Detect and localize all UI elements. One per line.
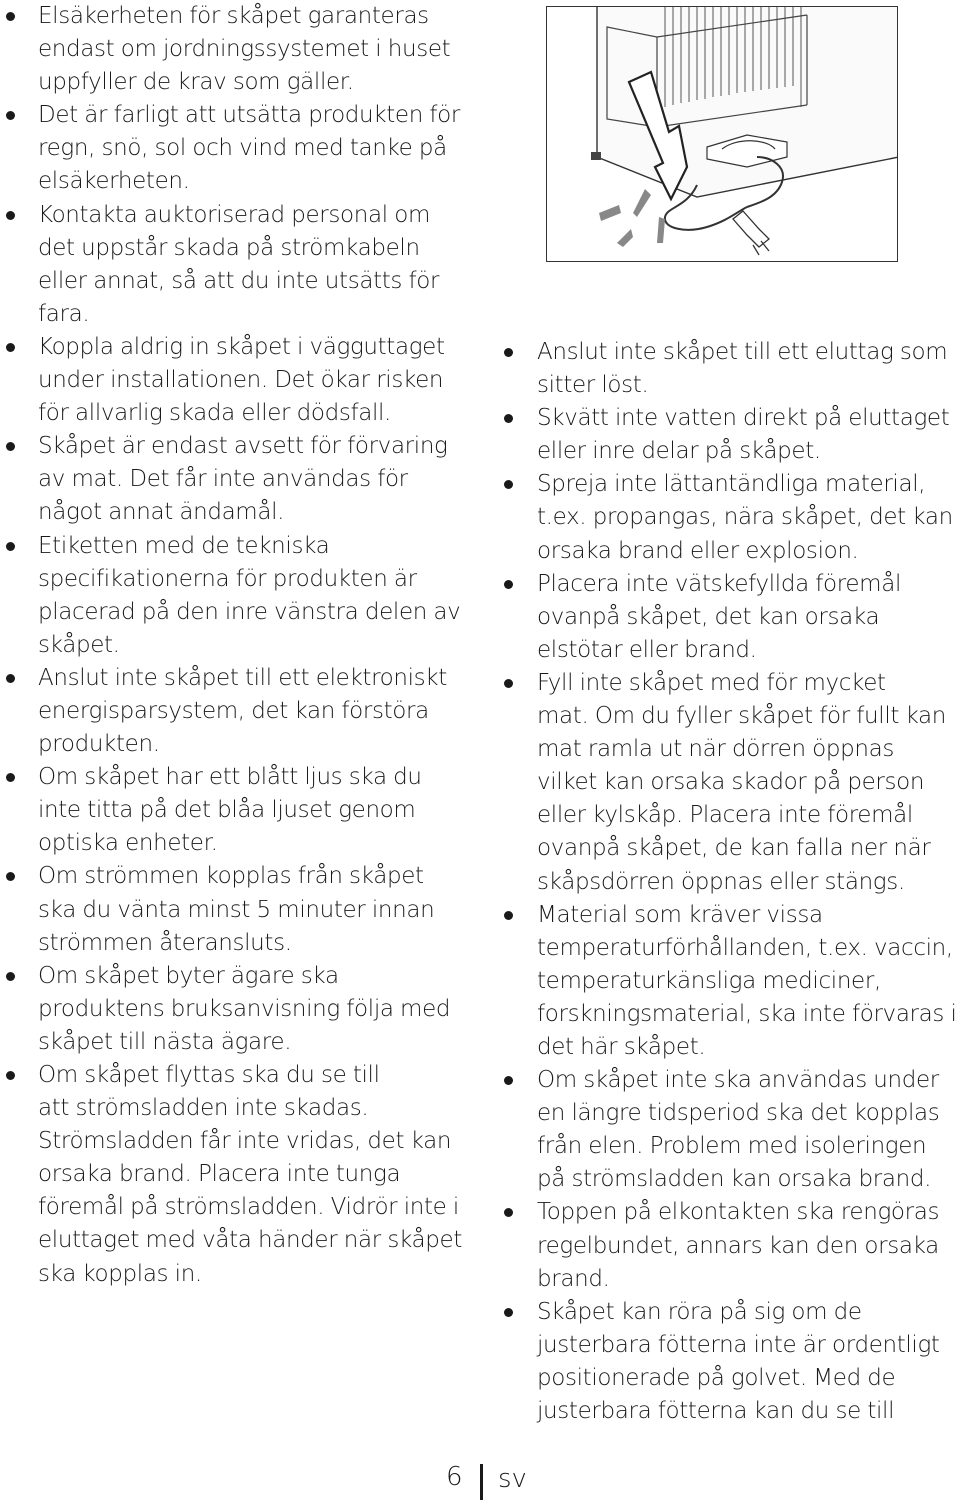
bullet-text-line: optiska enheter.	[38, 830, 218, 857]
bullet-text-line: sitter löst.	[537, 372, 649, 399]
bullet-item	[0, 761, 470, 860]
bullet-text-line: eller annat, så att du inte utsätts för	[38, 267, 440, 294]
bullet-item	[498, 568, 960, 667]
bullet-item	[498, 402, 960, 468]
bullet-text-line: produkten.	[38, 731, 160, 758]
bullet-text-line: skåpet till nästa ägare.	[38, 1028, 292, 1055]
bullet-text-line: positionerade på golvet. Med de	[537, 1364, 896, 1391]
bullet-text-line: på strömsladden kan orsaka brand.	[537, 1166, 932, 1193]
bullet-text-line: orsaka brand eller explosion.	[537, 537, 859, 564]
language-code: sv	[498, 1464, 527, 1494]
bullet-text-line: Om skåpet flyttas ska du se till	[38, 1062, 380, 1088]
bullet-item	[498, 667, 960, 899]
bullet-item	[0, 860, 470, 959]
fridge-power-cord-hazard-illustration	[546, 6, 898, 262]
bullet-text-line: från elen. Problem med isoleringen	[537, 1133, 927, 1160]
bullet-text-line: av mat. Det får inte användas för	[38, 466, 408, 493]
bullet-text-line: justerbara fötterna kan du se till	[537, 1398, 895, 1424]
bullet-text-line: att strömsladden inte skadas.	[38, 1095, 369, 1122]
bullet-item	[0, 331, 470, 430]
bullet-text-line: placerad på den inre vänstra delen av	[38, 598, 461, 625]
bullet-text-line: en längre tidsperiod ska det kopplas	[537, 1100, 940, 1127]
bullet-text-line: Strömsladden får inte vridas, det kan	[38, 1128, 452, 1155]
bullet-item	[0, 1059, 470, 1291]
bullet-text-line: under installationen. Det ökar risken	[38, 367, 444, 394]
bullet-text-line: Spreja inte lättantändliga material,	[537, 471, 926, 498]
left-bullet-list	[0, 0, 470, 1291]
bullet-text-line: Material som kräver vissa	[537, 901, 823, 928]
bullet-text-line: Anslut inte skåpet till ett elektroniskt	[38, 664, 447, 691]
bullet-text-line: Anslut inte skåpet till ett eluttag som	[537, 339, 948, 365]
bullet-text-line: skåpsdörren öppnas eller stängs.	[537, 868, 905, 895]
bullet-item	[0, 0, 470, 99]
bullet-text-line: Koppla aldrig in skåpet i vägguttaget	[38, 333, 445, 360]
bullet-text-line: föremål på strömsladden. Vidrör inte i	[38, 1194, 459, 1221]
bullet-text-line: temperaturförhållanden, t.ex. vaccin,	[537, 934, 953, 961]
bullet-item	[0, 960, 470, 1059]
bullet-text-line: ovanpå skåpet, de kan falla ner när	[537, 835, 931, 862]
bullet-text-line: något annat ändamål.	[38, 499, 285, 526]
bullet-item	[498, 1296, 960, 1428]
lightning-bolt-icon	[547, 7, 898, 262]
bullet-text-line: justerbara fötterna inte är ordentligt	[537, 1331, 940, 1358]
bullet-text-line: specifikationerna för produkten är	[38, 565, 417, 592]
bullet-text-line: ska du vänta minst 5 minuter innan	[38, 896, 435, 923]
bullet-text-line: Om strömmen kopplas från skåpet	[38, 863, 424, 890]
bullet-text-line: vilket kan orsaka skador på person	[537, 769, 925, 796]
bullet-text-line: Placera inte vätskefyllda föremål	[537, 570, 902, 597]
bullet-text-line: produktens bruksanvisning följa med	[38, 995, 451, 1022]
bullet-text-line: Om skåpet har ett blått ljus ska du	[38, 764, 422, 791]
page-footer	[0, 1462, 960, 1502]
bullet-text-line: ska kopplas in.	[38, 1260, 202, 1287]
bullet-text-line: t.ex. propangas, nära skåpet, det kan	[537, 504, 953, 531]
footer-divider	[480, 1464, 483, 1500]
page-number: 6	[446, 1462, 463, 1492]
bullet-text-line: regn, snö, sol och vind med tanke på	[38, 135, 447, 162]
bullet-text-line: inte titta på det blåa ljuset genom	[38, 797, 416, 824]
bullet-text-line: Toppen på elkontakten ska rengöras	[537, 1199, 940, 1226]
bullet-text-line: Om skåpet inte ska användas under	[537, 1067, 939, 1094]
bullet-text-line: elsäkerheten.	[38, 168, 190, 195]
bullet-text-line: Kontakta auktoriserad personal om	[38, 201, 431, 228]
bullet-text-line: endast om jordningssystemet i huset	[38, 36, 451, 63]
bullet-item	[0, 199, 470, 331]
bullet-text-line: uppfyller de krav som gäller.	[38, 69, 354, 96]
right-bullet-list	[498, 336, 960, 1428]
bullet-text-line: elstötar eller brand.	[537, 636, 757, 663]
bullet-text-line: Det är farligt att utsätta produkten för	[38, 102, 460, 129]
bullet-text-line: eluttaget med våta händer när skåpet	[38, 1227, 462, 1254]
bullet-text-line: eller kylskåp. Placera inte föremål	[537, 802, 913, 829]
bullet-item	[498, 1064, 960, 1196]
bullet-text-line: skåpet.	[38, 631, 120, 658]
bullet-text-line: Skåpet kan röra på sig om de	[537, 1298, 862, 1325]
bullet-text-line: Elsäkerheten för skåpet garanteras	[38, 3, 429, 29]
bullet-text-line: Om skåpet byter ägare ska	[38, 962, 339, 989]
bullet-text-line: Fyll inte skåpet med för mycket	[537, 669, 886, 696]
bullet-text-line: Skåpet är endast avsett för förvaring	[38, 433, 448, 460]
bullet-text-line: brand.	[537, 1265, 610, 1292]
bullet-text-line: ovanpå skåpet, det kan orsaka	[537, 603, 880, 630]
bullet-text-line: temperaturkänsliga mediciner,	[537, 967, 881, 994]
bullet-text-line: det uppstår skada på strömkabeln	[38, 234, 420, 261]
bullet-item	[0, 430, 470, 529]
bullet-item	[498, 899, 960, 1064]
bullet-text-line: Skvätt inte vatten direkt på eluttaget	[537, 405, 950, 432]
bullet-item	[0, 99, 470, 198]
bullet-item	[0, 662, 470, 761]
bullet-item	[0, 530, 470, 662]
bullet-text-line: energisparsystem, det kan förstöra	[38, 697, 429, 724]
bullet-item	[498, 1196, 960, 1295]
bullet-text-line: forskningsmaterial, ska inte förvaras i	[537, 1000, 957, 1027]
bullet-text-line: mat. Om du fyller skåpet för fullt kan	[537, 703, 947, 730]
bullet-text-line: regelbundet, annars kan den orsaka	[537, 1232, 939, 1259]
bullet-text-line: mat ramla ut när dörren öppnas	[537, 736, 894, 763]
bullet-text-line: eller inre delar på skåpet.	[537, 438, 821, 465]
bullet-text-line: strömmen återansluts.	[38, 929, 292, 956]
bullet-text-line: orsaka brand. Placera inte tunga	[38, 1161, 401, 1188]
bullet-text-line: det här skåpet.	[537, 1033, 706, 1060]
bullet-text-line: för allvarlig skada eller dödsfall.	[38, 400, 391, 427]
bullet-item	[498, 468, 960, 567]
bullet-text-line: fara.	[38, 300, 90, 327]
bullet-text-line: Etiketten med de tekniska	[38, 532, 330, 559]
bullet-item	[498, 336, 960, 402]
